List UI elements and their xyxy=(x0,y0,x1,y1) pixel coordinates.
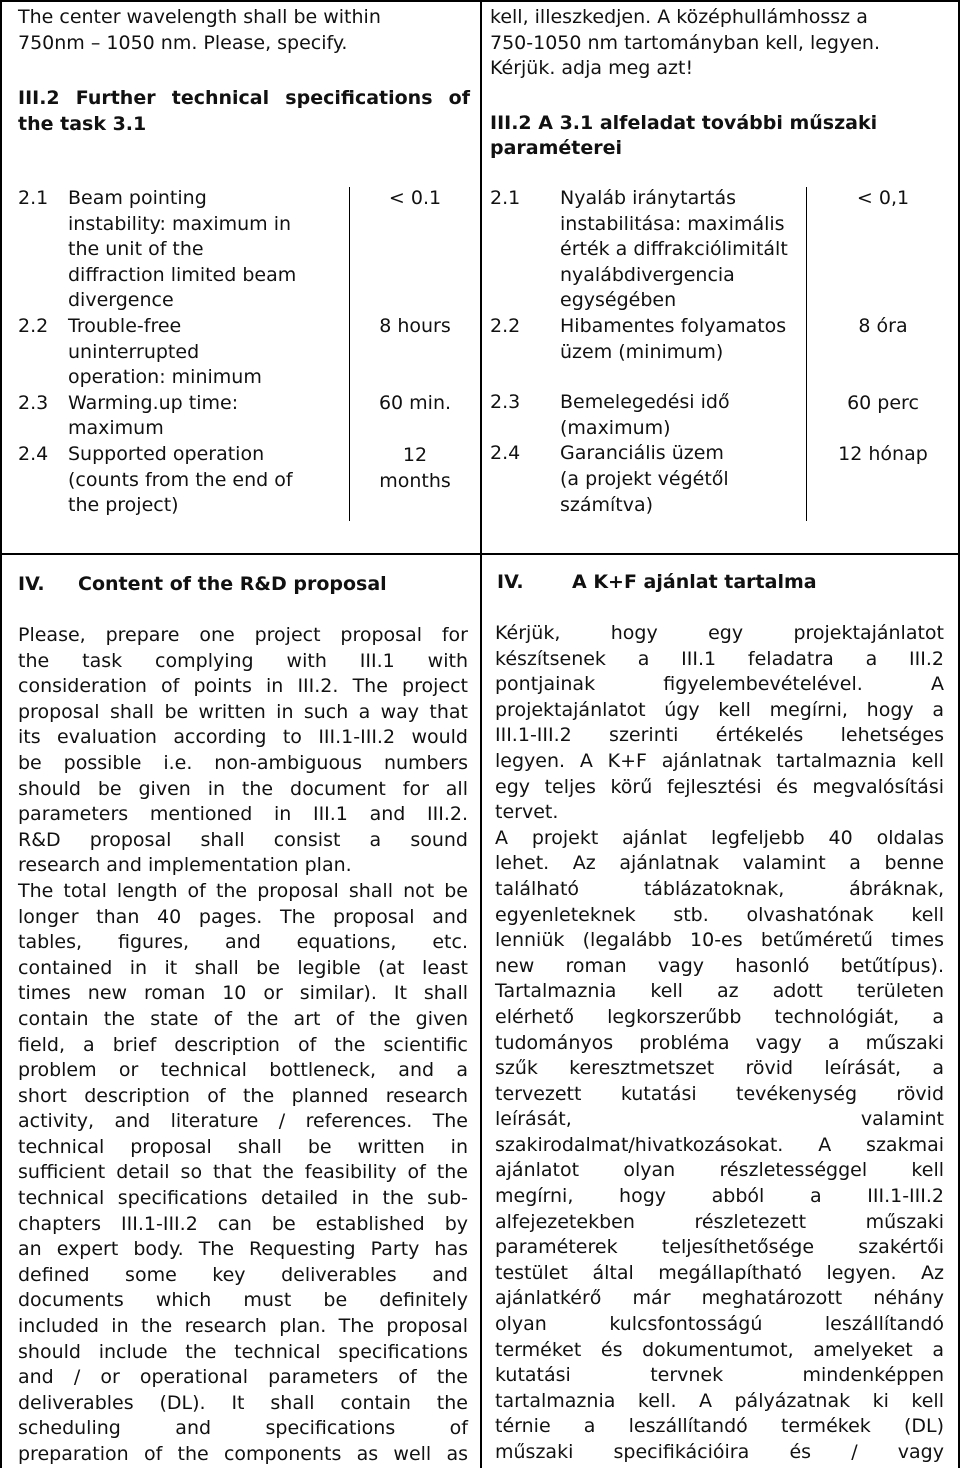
body-line: szakirodalmat/hivatkozásokat. A szakmai xyxy=(495,1133,944,1156)
body-line: and / or operational parameters of the xyxy=(18,1366,468,1389)
body-line: tables, figures, and equations, etc. xyxy=(18,931,468,954)
right-top-cell xyxy=(490,5,950,162)
body-line: should include the technical specifications xyxy=(18,1340,468,1363)
body-line: készítsenek a III.1 feladatra a III.2 xyxy=(495,647,944,670)
body-line: legyen. A K+F ajánlatnak tartalmaznia kell xyxy=(495,749,944,772)
body-line: tervet. xyxy=(495,801,559,824)
body-line: problem or technical bottleneck, and a xyxy=(18,1059,468,1082)
body-line: egy teljes körű fejlesztési és megvalósítási xyxy=(495,775,944,798)
body-line: longer than 40 pages. The proposal and xyxy=(18,905,468,928)
body-line: proposal shall be written in such a way that xyxy=(18,700,468,723)
right-spec-value-2-2: 8 óra xyxy=(858,315,908,337)
body-line: its evaluation according to III.1-III.2 would xyxy=(18,726,468,749)
body-line: paraméterek teljesíthetősége szakértői xyxy=(495,1236,944,1259)
body-line: megírni, hogy abból a III.1-III.2 xyxy=(495,1185,944,1208)
body-line: technical specifications detailed in the sub- xyxy=(18,1187,468,1210)
spec-row-2-2: 2.2 Trouble-free uninterrupted operation: minimum xyxy=(18,314,262,389)
body-line: new roman vagy hasonló betűtípus). xyxy=(495,954,944,977)
body-line: parameters mentioned in III.1 and III.2. xyxy=(18,803,468,826)
left-spec-list xyxy=(18,186,348,519)
body-line: Kérjük, hogy egy projektajánlatot xyxy=(495,622,944,644)
body-line: activity, and literature / references. The xyxy=(18,1110,468,1133)
body-line: Tartalmaznia kell az adott területen xyxy=(495,980,944,1003)
body-line: contained in it shall be legible (at least xyxy=(18,956,468,979)
left-heading-number: IV. xyxy=(18,573,45,595)
body-line: elérhető legkorszerűbb technológiát, a xyxy=(495,1005,944,1028)
right-body-text xyxy=(495,621,944,1466)
spec-table-divider-right xyxy=(806,187,807,521)
spec-row-2-3: 2.3 Warming.up time: maximum xyxy=(18,391,239,440)
spec-row-2-1-hu: 2.1 Nyaláb iránytartás instabilitása: maximális érték a diffrakciólimitált nyalábdivergencia egységében xyxy=(490,187,788,312)
body-line: consideration of points in III.2. The project xyxy=(18,675,468,698)
body-line: tartalmaznia kell. A pályázatnak ki kell xyxy=(495,1389,944,1412)
body-line: times new roman 10 or similar). It shall xyxy=(18,982,468,1005)
left-spec-value-2-1: < 0.1 xyxy=(388,187,442,209)
body-line: III.1-III.2 szerinti értékelés lehetséges xyxy=(495,724,944,747)
body-line: field, a brief description of the scientific xyxy=(18,1033,468,1056)
body-line: The total length of the proposal shall not be xyxy=(18,879,468,902)
body-line: ajánlatkérő már meghatározott néhány xyxy=(495,1287,944,1310)
body-line: leírását, valamint xyxy=(495,1108,944,1131)
body-line: contain the state of the art of the given xyxy=(18,1007,468,1030)
body-line: defined some key deliverables and xyxy=(18,1263,468,1286)
right-spec-value-2-4: 12 hónap xyxy=(838,443,928,465)
body-line: documents which must be definitely xyxy=(18,1289,468,1312)
row-divider xyxy=(0,553,960,555)
spec-row-2-4: 2.4 Supported operation (counts from the end of the project) xyxy=(18,442,293,517)
left-spec-value-2-3: 60 min. xyxy=(378,392,452,414)
right-spec-value-2-3: 60 perc xyxy=(847,392,919,414)
body-line: an expert body. The Requesting Party has xyxy=(18,1238,468,1261)
body-line: research and implementation plan. xyxy=(18,854,352,877)
body-line: projektajánlatot úgy kell megírni, hogy a xyxy=(495,698,944,721)
body-line: olyan kulcsfontosságú leszállítandó xyxy=(495,1313,944,1336)
body-line: sufficient detail so that the feasibility of the xyxy=(18,1161,468,1184)
body-line: chapters III.1-III.2 can be established by xyxy=(18,1212,468,1235)
spec-row-2-4-hu: 2.4 Garanciális üzem (a projekt végétől számítva) xyxy=(490,442,729,516)
left-section-title: III.2 Further technical specifications of the task 3.1 xyxy=(18,87,470,135)
left-spec-value-2-4: 12 months xyxy=(379,444,451,492)
body-line: included in the research plan. The proposal xyxy=(18,1315,468,1338)
body-line: lenniük (legalább 10-es betűméretű times xyxy=(495,929,944,952)
body-line: térnie a leszállítandó termékek (DL) xyxy=(495,1415,944,1438)
body-line: short description of the planned research xyxy=(18,1084,468,1107)
spec-row-2-2-hu: 2.2 Hibamentes folyamatos üzem (minimum) xyxy=(490,314,787,363)
left-content-heading: IV. Content of the R&D proposal xyxy=(18,572,470,598)
left-top-cell xyxy=(18,5,470,137)
right-intro: kell, illeszkedjen. A középhullámhossz a 750-1050 nm tartományban kell, legyen. Kérjük. adja meg azt! xyxy=(490,6,881,80)
body-line: tervezett kutatási tevékenység rövid xyxy=(495,1082,944,1105)
body-line: deliverables (DL). It shall contain the xyxy=(18,1391,468,1414)
left-spec-value-2-2: 8 hours xyxy=(379,315,451,337)
body-line: található táblázatoknak, ábráknak, xyxy=(495,877,944,900)
body-line: preparation of the components as well as xyxy=(18,1443,468,1465)
body-line: scheduling and specifications of xyxy=(18,1417,468,1440)
body-line: the task complying with III.1 with xyxy=(18,649,468,672)
body-line: egyenleteknek stb. olvashatónak kell xyxy=(495,903,944,926)
table-border-left xyxy=(0,0,2,1468)
body-line: A projekt ajánlat legfeljebb 40 oldalas xyxy=(495,826,944,849)
body-line: lehet. Az ajánlatnak valamint a benne xyxy=(495,852,944,875)
left-body-text xyxy=(18,623,468,1468)
body-line: be possible i.e. non-ambiguous numbers xyxy=(18,751,468,774)
right-section-title: III.2 A 3.1 alfeladat további műszaki paraméterei xyxy=(490,111,878,160)
body-line: tudományos probléma vagy a műszaki xyxy=(495,1031,944,1054)
body-line: R&D proposal shall consist a sound xyxy=(18,828,468,851)
body-line: terméket és dokumentumot, amelyeket a xyxy=(495,1338,944,1361)
body-line: testület által megállapítható legyen. Az xyxy=(495,1261,944,1284)
right-heading-number: IV. xyxy=(497,571,524,593)
body-line: technical proposal shall be written in xyxy=(18,1135,468,1158)
spec-row-2-1: 2.1 Beam pointing instability: maximum in the unit of the diffraction limited beam divergence xyxy=(18,187,297,312)
body-line: ajánlatot olyan részletességgel kell xyxy=(495,1159,944,1182)
left-intro: The center wavelength shall be within 750nm – 1050 nm. Please, specify. xyxy=(18,6,381,54)
body-line: should be given in the document for all xyxy=(18,777,468,800)
column-divider xyxy=(480,0,482,1468)
right-content-heading: IV. A K+F ajánlat tartalma xyxy=(497,570,952,596)
spec-row-2-3-hu: 2.3 Bemelegedési idő (maximum) xyxy=(490,391,730,439)
body-line: műszaki specifikációira és / vagy xyxy=(495,1441,944,1463)
body-line: kutatási tervnek mindenképpen xyxy=(495,1364,944,1387)
spec-table-divider-left xyxy=(349,187,350,521)
body-line: pontjainak figyelembevételével. A xyxy=(495,673,944,696)
right-spec-list xyxy=(490,186,806,518)
body-line: Please, prepare one project proposal for xyxy=(18,624,468,646)
body-line: szűk keresztmetszet rövid leírását, a xyxy=(495,1057,944,1080)
right-spec-value-2-1: < 0,1 xyxy=(856,187,910,209)
body-line: alfejezetekben részletezett műszaki xyxy=(495,1210,944,1233)
